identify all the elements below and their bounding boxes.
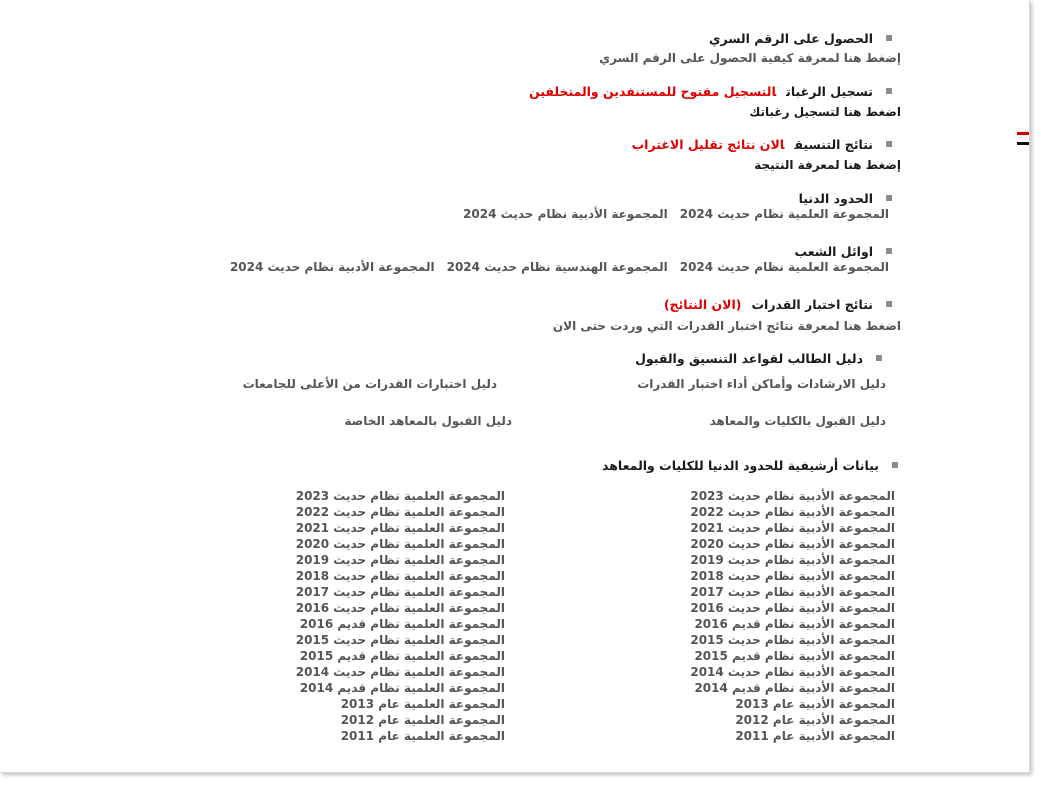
wishes-link[interactable]: اضغط هنا لتسجيل رغباتك [749, 105, 901, 119]
archive-link[interactable]: المجموعة الأدبية عام 2012 [735, 713, 895, 727]
archive-link[interactable]: المجموعة الأدبية عام 2013 [735, 697, 895, 711]
minimums-link-literary[interactable]: المجموعة الأدبية نظام حديث 2024 [463, 207, 668, 221]
minimums-link-scientific[interactable]: المجموعة العلمية نظام حديث 2024 [679, 207, 889, 221]
bullet-icon [886, 195, 892, 201]
archive-link[interactable]: المجموعة العلمية نظام حديث 2022 [295, 505, 505, 519]
archive-link[interactable]: المجموعة الأدبية نظام حديث 2015 [690, 633, 895, 647]
top-links [218, 260, 889, 274]
archive-link[interactable]: المجموعة الأدبية نظام حديث 2020 [690, 537, 895, 551]
archive-link[interactable]: المجموعة الأدبية نظام قديم 2015 [694, 649, 895, 663]
archive-link[interactable]: المجموعة العلمية نظام حديث 2020 [295, 537, 505, 551]
results-notice[interactable]: الان نتائج تقليل الاغتراب [631, 137, 785, 152]
section-aptitude [664, 294, 892, 313]
top-link-scientific[interactable]: المجموعة العلمية نظام حديث 2024 [679, 260, 889, 274]
section-title: الحدود الدنيا [798, 191, 873, 206]
bullet-icon [886, 88, 892, 94]
flag-stripe-black [1017, 142, 1029, 145]
archive-link[interactable]: المجموعة العلمية نظام حديث 2015 [295, 633, 505, 647]
top-link-literary[interactable]: المجموعة الأدبية نظام حديث 2024 [229, 260, 435, 274]
guide-link-4[interactable]: دليل القبول بالمعاهد الخاصة [344, 414, 512, 428]
bullet-icon [892, 462, 898, 468]
top-link-engineering[interactable]: المجموعة الهندسية نظام حديث 2024 [446, 260, 668, 274]
bullet-icon [886, 141, 892, 147]
aptitude-link-row [553, 315, 901, 334]
guide-link-3[interactable]: دليل القبول بالكليات والمعاهد [709, 414, 886, 428]
archive-link[interactable]: المجموعة العلمية عام 2013 [340, 697, 505, 711]
section-wishes [529, 81, 892, 100]
archive-link[interactable]: المجموعة العلمية نظام حديث 2023 [295, 489, 505, 503]
section-pin [709, 28, 892, 47]
archive-link[interactable]: المجموعة العلمية نظام قديم 2016 [299, 617, 505, 631]
archive-link[interactable]: المجموعة الأدبية نظام قديم 2014 [694, 681, 895, 695]
archive-link[interactable]: المجموعة العلمية نظام قديم 2015 [299, 649, 505, 663]
archive-literary-list [690, 488, 895, 744]
archive-link[interactable]: المجموعة الأدبية نظام حديث 2018 [690, 569, 895, 583]
archive-link[interactable]: المجموعة الأدبية نظام حديث 2017 [690, 585, 895, 599]
archive-link[interactable]: المجموعة العلمية نظام حديث 2017 [295, 585, 505, 599]
section-title: بيانات أرشيفية للحدود الدنيا للكليات والمعاهد [602, 458, 879, 473]
aptitude-notice[interactable]: (الان النتائج) [663, 297, 742, 312]
archive-link[interactable]: المجموعة الأدبية نظام قديم 2016 [694, 617, 895, 631]
wishes-link-row [749, 101, 901, 120]
section-results [632, 134, 892, 153]
bullet-icon [876, 355, 882, 361]
flag-stripe-white [1017, 137, 1029, 141]
archive-link[interactable]: المجموعة الأدبية عام 2011 [735, 729, 895, 743]
archive-link[interactable]: المجموعة العلمية عام 2012 [340, 713, 505, 727]
section-guide [635, 348, 882, 367]
section-minimums [799, 188, 892, 207]
section-title: اوائل الشعب [794, 244, 873, 259]
flag-stripe-red [1017, 132, 1029, 135]
bullet-icon [886, 35, 892, 41]
archive-link[interactable]: المجموعة العلمية نظام حديث 2021 [295, 521, 505, 535]
archive-link[interactable]: المجموعة الأدبية نظام حديث 2014 [690, 665, 895, 679]
guide-link-1[interactable]: دليل الارشادات وأماكن أداء اختبار القدرات [637, 377, 886, 391]
results-link-row [754, 154, 901, 173]
archive-link[interactable]: المجموعة العلمية نظام قديم 2014 [299, 681, 505, 695]
section-title: نتائج التنسيق [794, 137, 873, 152]
section-title: تسجيل الرغبات [786, 84, 873, 99]
section-archive [602, 455, 898, 474]
bullet-icon [886, 301, 892, 307]
pin-link[interactable]: إضغط هنا لمعرفة كيفية الحصول على الرقم السري [599, 51, 901, 65]
section-title: الحصول على الرقم السري [708, 31, 873, 46]
archive-link[interactable]: المجموعة العلمية نظام حديث 2018 [295, 569, 505, 583]
section-top-students [794, 241, 892, 260]
bullet-icon [886, 248, 892, 254]
section-title: نتائج اختبار القدرات [751, 297, 873, 312]
archive-link[interactable]: المجموعة العلمية نظام حديث 2019 [295, 553, 505, 567]
aptitude-link[interactable]: اضغط هنا لمعرفة نتائج اختبار القدرات التي وردت حتى الان [552, 319, 901, 333]
archive-link[interactable]: المجموعة الأدبية نظام حديث 2022 [690, 505, 895, 519]
wishes-notice: التسجيل مفتوح للمستنفدين والمتخلفين [529, 84, 777, 99]
guide-link-2[interactable]: دليل اختبارات القدرات من الأعلى للجامعات [242, 377, 497, 391]
archive-scientific-list [296, 488, 505, 744]
archive-link[interactable]: المجموعة الأدبية نظام حديث 2019 [690, 553, 895, 567]
archive-link[interactable]: المجموعة العلمية عام 2011 [340, 729, 505, 743]
section-title: دليل الطالب لقواعد التنسيق والقبول [635, 351, 863, 366]
pin-link-row [599, 47, 901, 66]
archive-link[interactable]: المجموعة الأدبية نظام حديث 2016 [690, 601, 895, 615]
archive-link[interactable]: المجموعة الأدبية نظام حديث 2021 [690, 521, 895, 535]
minimums-links [451, 207, 889, 221]
archive-link[interactable]: المجموعة العلمية نظام حديث 2016 [295, 601, 505, 615]
archive-link[interactable]: المجموعة العلمية نظام حديث 2014 [295, 665, 505, 679]
results-link[interactable]: إضغط هنا لمعرفة النتيجة [754, 158, 901, 172]
archive-link[interactable]: المجموعة الأدبية نظام حديث 2023 [690, 489, 895, 503]
